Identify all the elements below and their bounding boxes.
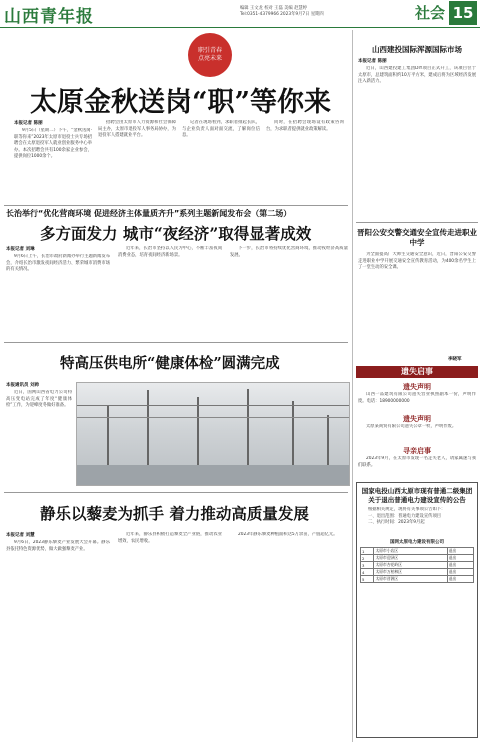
notice-box-title: 国家电投山西太原市现有普通二级集团关于退出普通电力建设宣传的公告 [361, 487, 473, 504]
notice-text: 2023年9月，在太原市发现一名走失老人，请家属速与我们联系。 [358, 456, 476, 468]
lead-column: 招聘会由太原市人力资源和社会保障局主办，太原市退役军人事务局协办，为退役军人搭建就业平台。 [98, 120, 176, 139]
substation-photo [76, 382, 350, 486]
rural-column: 近年来，静乐县积极打造藜麦全产业链，推动农业增效、农民增收。 [118, 532, 222, 544]
table-caption: 国网太原电力建设有限公司 [390, 540, 444, 545]
table-row: 5 太原市晋源区 退出 [361, 576, 474, 583]
notice-title: 寻亲启事 [403, 447, 431, 455]
notice-title: 遗失声明 [403, 415, 431, 423]
section-name: 社会 [415, 4, 446, 22]
badge-line: 职引青春 [197, 47, 222, 54]
masthead-title: 山西青年报 [4, 7, 94, 27]
right-mid-headline: 晋阳公安交警交通安全宣传走进职业中学 [357, 228, 477, 247]
lead-column: 记者在现场看到，求职者排起长队，与企业负责人面对面交流，了解岗位信息。 [182, 120, 260, 139]
story-rule [4, 492, 348, 493]
notices-header: 遗失启事 [356, 366, 478, 378]
right-mid-text: 为全面提高广大师生交通安全意识，近日，晋阳公安交警走进职业中学开展交通安全宣传教育活动，为400余名学生上了一堂生动的安全课。 [358, 252, 476, 271]
notice-box-body: 根据相关规定，现将有关事项公告如下： 一、退出范围：普通电力建设宣传项目 二、执行时间：2023年9月起 [368, 507, 446, 526]
notice-title: 遗失声明 [403, 383, 431, 391]
lead-headline: 太原金秋送岗“职”等你来 [30, 87, 332, 118]
meta-line: 编辑 王文龙 校对 王磊 美编 赵慧婷 [240, 6, 307, 11]
forum-byline: 本报记者 刘琳 [6, 247, 35, 252]
public-notice-box [356, 482, 478, 738]
masthead-meta [240, 6, 390, 18]
health-byline: 本报通讯员 刘帅 [6, 383, 40, 388]
table-row: 1 太原市小店区 退出 [361, 548, 474, 555]
rural-headline: 静乐以藜麦为抓手 着力推动高质量发展 [40, 504, 309, 523]
table-row: 2 太原市迎泽区 退出 [361, 555, 474, 562]
rural-byline: 本报记者 刘慧 [6, 533, 35, 538]
header-rule [0, 27, 480, 28]
lead-column: 9月5日（星期二）下午，“金秋送岗·职等你来”2023年太原市退役士兵专场招聘会在太原退役军人就业创业服务中心举办。本次招聘会共有100余家企业参会，提供岗位1000余个。 [14, 128, 92, 160]
rural-column: 2023年静乐藜麦种植面积达5万余亩，产值超亿元。 [238, 532, 338, 537]
campaign-badge [188, 33, 232, 77]
meta-line: Tel:0351-4379966 2023年9月7日 星期四 [240, 12, 324, 17]
story-rule [356, 222, 478, 223]
forum-headline: 多方面发力 城市“夜经济”取得显著成效 [40, 224, 312, 243]
right-top-text: 近日，山西建投建工集团DIY项目正式开工，该项目位于太原市，总建筑面积约10万平方米，建成后将为区域经济发展注入新活力。 [358, 66, 476, 85]
health-headline: 特高压供电所“健康体检”圆满完成 [60, 355, 280, 372]
forum-column: 9月6日上午，长治市政府新闻办举行主题新闻发布会，介绍长治市激发夜间经济活力、繁荣城市消费市场的有关情况。 [6, 254, 110, 273]
column-divider [352, 30, 353, 742]
rural-column: 9月6日，2023静乐藜麦产业发展大会开幕。静乐县依托特色资源优势，做大做强藜麦产业。 [6, 540, 110, 552]
notice-text: 山西一品建筑有限公司遗失营业执照副本一份，声明作废。电话：18900000000 [358, 392, 476, 404]
right-top-byline: 本报记者 陈丽 [358, 59, 387, 64]
story-rule [4, 342, 348, 343]
table-row: 4 太原市万柏林区 退出 [361, 569, 474, 576]
health-text: 近日，国网山西省电力公司特高压变电站完成了年度“健康体检”工作，为迎峰度冬做好准备。 [6, 390, 72, 409]
right-top-headline: 山西建投国际浑源国际市场 [372, 45, 462, 54]
table-row: 3 太原市杏花岭区 退出 [361, 562, 474, 569]
forum-column: 下一步，长治市将持续优化营商环境，推动夜经济高质量发展。 [230, 246, 348, 258]
story-rule [4, 205, 348, 206]
notice-text: 太原某商贸有限公司遗失公章一枚，声明作废。 [366, 424, 457, 429]
forum-column: 近年来，长治市坚持以人民为中心，不断丰富夜间消费业态，培育夜间经济新场景。 [118, 246, 222, 258]
lead-byline: 本报记者 陈丽 [14, 121, 43, 126]
badge-line: 点亮未来 [197, 55, 222, 62]
lead-column: 同时，在招聘会现场设有政策咨询台，为求职者提供就业政策解读。 [266, 120, 344, 132]
forum-kicker: 长治举行“优化营商环境 促进经济主体量质齐升”系列主题新闻发布会（第二场） [6, 209, 292, 218]
notice-table [360, 547, 474, 583]
right-mid-sign: 李晓军 [448, 357, 462, 362]
page-number: 15 [449, 1, 477, 25]
